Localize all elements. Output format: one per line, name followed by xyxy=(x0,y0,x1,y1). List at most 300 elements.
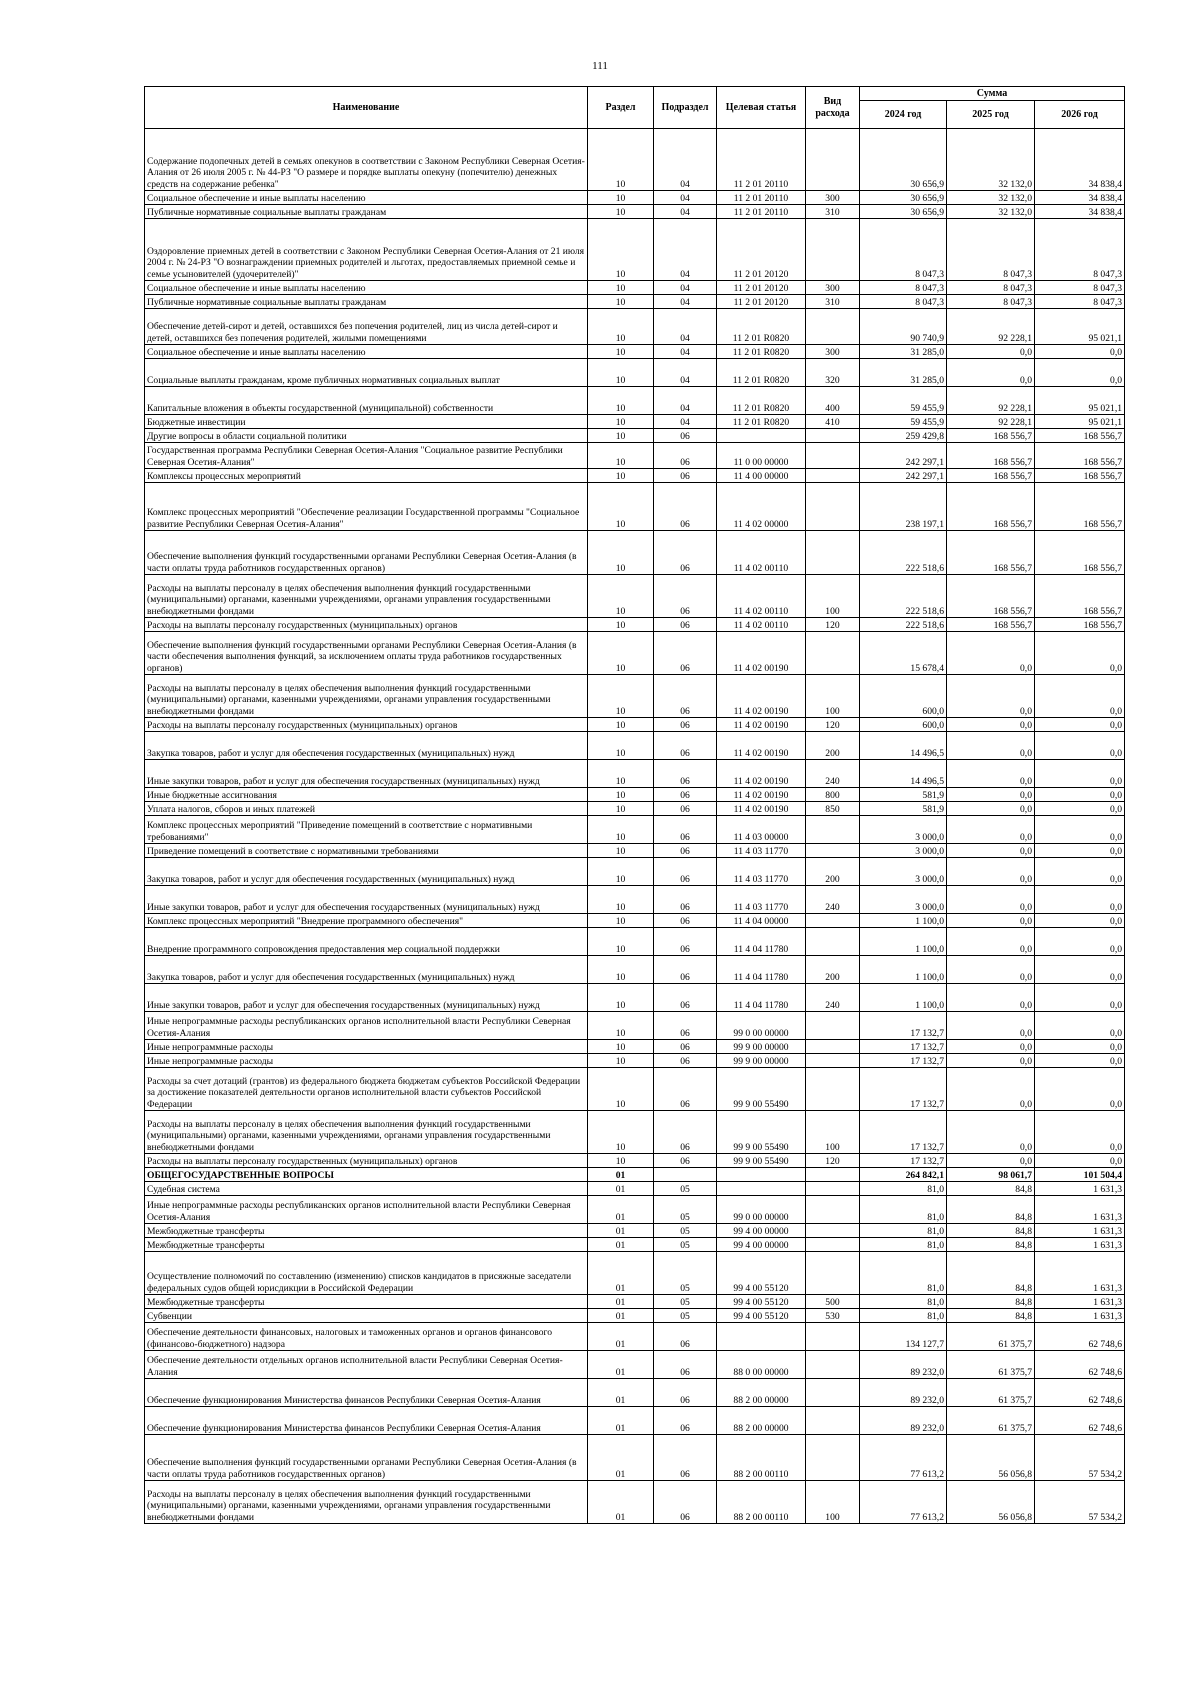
cell-podrazdel: 04 xyxy=(654,387,717,415)
cell-sum-2026: 0,0 xyxy=(1035,1111,1125,1154)
cell-sum-2026: 0,0 xyxy=(1035,345,1125,359)
cell-vid-rashoda xyxy=(806,219,860,281)
header-year-2025: 2025 год xyxy=(947,101,1035,129)
cell-vid-rashoda xyxy=(806,1252,860,1295)
cell-sum-2024: 30 656,9 xyxy=(860,191,947,205)
cell-sum-2025: 56 056,8 xyxy=(947,1481,1035,1524)
cell-sum-2026: 1 631,3 xyxy=(1035,1224,1125,1238)
cell-sum-2025: 8 047,3 xyxy=(947,281,1035,295)
cell-vid-rashoda xyxy=(806,531,860,575)
cell-name: Иные непрограммные расходы xyxy=(145,1054,588,1068)
budget-table xyxy=(144,86,1125,1524)
cell-sum-2026: 168 556,7 xyxy=(1035,429,1125,443)
cell-razdel: 10 xyxy=(588,415,654,429)
cell-sum-2026: 168 556,7 xyxy=(1035,483,1125,531)
header-celevaya-statya: Целевая статья xyxy=(717,87,806,129)
cell-razdel: 10 xyxy=(588,632,654,675)
cell-name: Осуществление полномочий по составлению (изменению) списков кандидатов в присяжные заседатели федеральных судов общей юрисдикции в Российской Федерации xyxy=(145,1252,588,1295)
cell-name: Расходы на выплаты персоналу в целях обеспечения выполнения функций государственными (муниципальными) органами, казенными учреждениями, органами управления государственными внебюджетными фондами xyxy=(145,1111,588,1154)
cell-vid-rashoda: 200 xyxy=(806,732,860,760)
cell-razdel: 10 xyxy=(588,675,654,718)
cell-sum-2024: 242 297,1 xyxy=(860,443,947,469)
cell-sum-2026: 168 556,7 xyxy=(1035,618,1125,632)
cell-name: Социальные выплаты гражданам, кроме публичных нормативных социальных выплат xyxy=(145,359,588,387)
cell-name: Обеспечение деятельности финансовых, налоговых и таможенных органов и органов финансового (финансово-бюджетного) надзора xyxy=(145,1323,588,1351)
table-row xyxy=(145,1407,1125,1435)
cell-razdel: 10 xyxy=(588,956,654,984)
cell-podrazdel: 05 xyxy=(654,1252,717,1295)
cell-sum-2025: 0,0 xyxy=(947,886,1035,914)
cell-razdel: 01 xyxy=(588,1196,654,1224)
cell-sum-2025: 168 556,7 xyxy=(947,443,1035,469)
cell-name: Иные бюджетные ассигнования xyxy=(145,788,588,802)
cell-sum-2024: 3 000,0 xyxy=(860,816,947,844)
cell-podrazdel: 04 xyxy=(654,219,717,281)
cell-celevaya-statya: 99 9 00 55490 xyxy=(717,1154,806,1168)
cell-celevaya-statya: 11 2 01 R0820 xyxy=(717,359,806,387)
cell-sum-2025: 61 375,7 xyxy=(947,1323,1035,1351)
cell-name: Судебная система xyxy=(145,1182,588,1196)
cell-podrazdel: 05 xyxy=(654,1224,717,1238)
cell-vid-rashoda xyxy=(806,632,860,675)
cell-sum-2025: 0,0 xyxy=(947,788,1035,802)
cell-sum-2024: 238 197,1 xyxy=(860,483,947,531)
cell-celevaya-statya: 11 4 02 00190 xyxy=(717,632,806,675)
cell-razdel: 10 xyxy=(588,205,654,219)
cell-sum-2025: 32 132,0 xyxy=(947,129,1035,191)
cell-podrazdel: 06 xyxy=(654,984,717,1012)
cell-celevaya-statya: 11 4 03 00000 xyxy=(717,816,806,844)
cell-razdel: 10 xyxy=(588,1054,654,1068)
cell-name: Публичные нормативные социальные выплаты гражданам xyxy=(145,205,588,219)
cell-sum-2025: 0,0 xyxy=(947,844,1035,858)
cell-razdel: 10 xyxy=(588,718,654,732)
cell-celevaya-statya: 11 2 01 20120 xyxy=(717,295,806,309)
cell-sum-2024: 600,0 xyxy=(860,718,947,732)
cell-podrazdel: 06 xyxy=(654,1068,717,1111)
cell-sum-2024: 81,0 xyxy=(860,1182,947,1196)
cell-podrazdel: 04 xyxy=(654,415,717,429)
header-year-2026: 2026 год xyxy=(1035,101,1125,129)
cell-sum-2024: 17 132,7 xyxy=(860,1054,947,1068)
table-row xyxy=(145,295,1125,309)
cell-sum-2024: 17 132,7 xyxy=(860,1012,947,1040)
cell-razdel: 10 xyxy=(588,443,654,469)
cell-sum-2024: 77 613,2 xyxy=(860,1481,947,1524)
cell-sum-2026: 1 631,3 xyxy=(1035,1295,1125,1309)
cell-razdel: 10 xyxy=(588,802,654,816)
header-year-2024: 2024 год xyxy=(860,101,947,129)
cell-podrazdel: 06 xyxy=(654,483,717,531)
cell-podrazdel: 04 xyxy=(654,345,717,359)
cell-sum-2026: 62 748,6 xyxy=(1035,1407,1125,1435)
cell-celevaya-statya: 11 2 01 20110 xyxy=(717,205,806,219)
cell-sum-2026: 8 047,3 xyxy=(1035,295,1125,309)
cell-razdel: 10 xyxy=(588,191,654,205)
cell-celevaya-statya: 11 2 01 20120 xyxy=(717,281,806,295)
cell-sum-2024: 581,9 xyxy=(860,788,947,802)
cell-sum-2025: 168 556,7 xyxy=(947,469,1035,483)
cell-sum-2024: 222 518,6 xyxy=(860,618,947,632)
cell-sum-2024: 15 678,4 xyxy=(860,632,947,675)
cell-razdel: 10 xyxy=(588,760,654,788)
cell-celevaya-statya: 11 4 02 00190 xyxy=(717,718,806,732)
cell-sum-2026: 34 838,4 xyxy=(1035,191,1125,205)
cell-razdel: 01 xyxy=(588,1168,654,1182)
cell-razdel: 01 xyxy=(588,1323,654,1351)
cell-podrazdel: 06 xyxy=(654,1379,717,1407)
cell-sum-2026: 0,0 xyxy=(1035,1054,1125,1068)
table-row xyxy=(145,844,1125,858)
cell-name: Комплекс процессных мероприятий "Обеспечение реализации Государственной программы "Социальное развитие Республики Северная Осетия-Алания" xyxy=(145,483,588,531)
cell-razdel: 10 xyxy=(588,618,654,632)
cell-sum-2024: 8 047,3 xyxy=(860,219,947,281)
cell-sum-2025: 84,8 xyxy=(947,1196,1035,1224)
cell-sum-2024: 259 429,8 xyxy=(860,429,947,443)
cell-sum-2026: 0,0 xyxy=(1035,359,1125,387)
cell-sum-2025: 168 556,7 xyxy=(947,483,1035,531)
cell-podrazdel: 06 xyxy=(654,1351,717,1379)
cell-vid-rashoda xyxy=(806,816,860,844)
cell-sum-2025: 32 132,0 xyxy=(947,191,1035,205)
table-row xyxy=(145,858,1125,886)
cell-podrazdel: 06 xyxy=(654,886,717,914)
cell-vid-rashoda: 240 xyxy=(806,886,860,914)
table-row xyxy=(145,816,1125,844)
cell-vid-rashoda xyxy=(806,1435,860,1481)
cell-sum-2025: 0,0 xyxy=(947,1154,1035,1168)
cell-sum-2024: 31 285,0 xyxy=(860,359,947,387)
cell-sum-2024: 3 000,0 xyxy=(860,858,947,886)
cell-sum-2025: 168 556,7 xyxy=(947,429,1035,443)
cell-podrazdel: 06 xyxy=(654,956,717,984)
cell-name: Расходы на выплаты персоналу государственных (муниципальных) органов xyxy=(145,618,588,632)
cell-name: Закупка товаров, работ и услуг для обеспечения государственных (муниципальных) нужд xyxy=(145,956,588,984)
cell-podrazdel: 06 xyxy=(654,844,717,858)
cell-razdel: 01 xyxy=(588,1379,654,1407)
cell-vid-rashoda: 200 xyxy=(806,956,860,984)
cell-celevaya-statya: 11 2 01 R0820 xyxy=(717,387,806,415)
cell-podrazdel: 06 xyxy=(654,618,717,632)
table-row xyxy=(145,429,1125,443)
cell-sum-2024: 1 100,0 xyxy=(860,956,947,984)
cell-sum-2025: 0,0 xyxy=(947,984,1035,1012)
cell-podrazdel: 04 xyxy=(654,359,717,387)
cell-vid-rashoda xyxy=(806,429,860,443)
cell-podrazdel: 06 xyxy=(654,443,717,469)
cell-celevaya-statya: 99 0 00 00000 xyxy=(717,1196,806,1224)
cell-vid-rashoda: 200 xyxy=(806,858,860,886)
cell-name: Комплекс процессных мероприятий "Приведение помещений в соответствие с нормативными требованиями" xyxy=(145,816,588,844)
cell-name: Межбюджетные трансферты xyxy=(145,1295,588,1309)
cell-sum-2026: 0,0 xyxy=(1035,956,1125,984)
cell-sum-2026: 1 631,3 xyxy=(1035,1182,1125,1196)
cell-sum-2024: 242 297,1 xyxy=(860,469,947,483)
cell-sum-2025: 56 056,8 xyxy=(947,1435,1035,1481)
cell-celevaya-statya: 11 2 01 R0820 xyxy=(717,415,806,429)
cell-celevaya-statya: 99 4 00 00000 xyxy=(717,1238,806,1252)
cell-podrazdel: 06 xyxy=(654,632,717,675)
cell-name: Обеспечение выполнения функций государственными органами Республики Северная Осетия-Алания (в части оплаты труда работников государственных органов) xyxy=(145,1435,588,1481)
cell-podrazdel: 06 xyxy=(654,1040,717,1054)
cell-celevaya-statya: 11 4 02 00110 xyxy=(717,618,806,632)
cell-sum-2026: 0,0 xyxy=(1035,816,1125,844)
table-row xyxy=(145,732,1125,760)
cell-vid-rashoda xyxy=(806,1012,860,1040)
cell-podrazdel xyxy=(654,1168,717,1182)
cell-podrazdel: 05 xyxy=(654,1182,717,1196)
table-row xyxy=(145,415,1125,429)
cell-celevaya-statya: 11 4 02 00190 xyxy=(717,788,806,802)
cell-podrazdel: 06 xyxy=(654,1481,717,1524)
cell-sum-2026: 101 504,4 xyxy=(1035,1168,1125,1182)
cell-sum-2026: 1 631,3 xyxy=(1035,1252,1125,1295)
table-row xyxy=(145,886,1125,914)
cell-razdel: 10 xyxy=(588,858,654,886)
cell-name: Комплекс процессных мероприятий "Внедрение программного обеспечения" xyxy=(145,914,588,928)
table-row xyxy=(145,1040,1125,1054)
cell-sum-2025: 92 228,1 xyxy=(947,415,1035,429)
table-row xyxy=(145,1224,1125,1238)
cell-podrazdel: 06 xyxy=(654,1154,717,1168)
table-row xyxy=(145,760,1125,788)
cell-razdel: 10 xyxy=(588,1154,654,1168)
table-row xyxy=(145,1168,1125,1182)
cell-sum-2024: 600,0 xyxy=(860,675,947,718)
cell-vid-rashoda: 120 xyxy=(806,1154,860,1168)
table-row xyxy=(145,956,1125,984)
cell-razdel: 10 xyxy=(588,1111,654,1154)
table-row xyxy=(145,632,1125,675)
cell-vid-rashoda: 120 xyxy=(806,618,860,632)
cell-sum-2024: 77 613,2 xyxy=(860,1435,947,1481)
cell-sum-2025: 84,8 xyxy=(947,1309,1035,1323)
table-row xyxy=(145,359,1125,387)
cell-sum-2026: 1 631,3 xyxy=(1035,1238,1125,1252)
cell-razdel: 10 xyxy=(588,387,654,415)
cell-name: Субвенции xyxy=(145,1309,588,1323)
cell-razdel: 10 xyxy=(588,788,654,802)
cell-sum-2025: 84,8 xyxy=(947,1182,1035,1196)
cell-vid-rashoda xyxy=(806,129,860,191)
cell-sum-2025: 0,0 xyxy=(947,816,1035,844)
cell-name: Иные непрограммные расходы xyxy=(145,1040,588,1054)
cell-sum-2025: 84,8 xyxy=(947,1295,1035,1309)
cell-sum-2025: 0,0 xyxy=(947,956,1035,984)
cell-razdel: 10 xyxy=(588,1012,654,1040)
cell-razdel: 10 xyxy=(588,1068,654,1111)
cell-sum-2024: 89 232,0 xyxy=(860,1379,947,1407)
header-podrazdel: Подраздел xyxy=(654,87,717,129)
cell-celevaya-statya: 11 4 03 11770 xyxy=(717,858,806,886)
cell-name: Бюджетные инвестиции xyxy=(145,415,588,429)
cell-name: Расходы за счет дотаций (грантов) из федерального бюджета бюджетам субъектов Российской Федерации за достижение показателей деятельности органов исполнительной власти субъектов Российской Федерации xyxy=(145,1068,588,1111)
cell-sum-2026: 8 047,3 xyxy=(1035,219,1125,281)
cell-sum-2025: 0,0 xyxy=(947,928,1035,956)
cell-celevaya-statya: 11 4 02 00190 xyxy=(717,760,806,788)
table-row xyxy=(145,575,1125,618)
header-name: Наименование xyxy=(145,87,588,129)
cell-name: Межбюджетные трансферты xyxy=(145,1238,588,1252)
cell-sum-2024: 17 132,7 xyxy=(860,1068,947,1111)
cell-sum-2026: 0,0 xyxy=(1035,632,1125,675)
cell-sum-2025: 0,0 xyxy=(947,914,1035,928)
cell-sum-2026: 168 556,7 xyxy=(1035,443,1125,469)
cell-sum-2026: 57 534,2 xyxy=(1035,1481,1125,1524)
cell-razdel: 01 xyxy=(588,1224,654,1238)
cell-sum-2024: 1 100,0 xyxy=(860,984,947,1012)
table-row xyxy=(145,1351,1125,1379)
cell-razdel: 10 xyxy=(588,1040,654,1054)
cell-razdel: 10 xyxy=(588,483,654,531)
cell-podrazdel: 06 xyxy=(654,732,717,760)
header-summa: Сумма xyxy=(860,87,1125,101)
cell-sum-2026: 0,0 xyxy=(1035,844,1125,858)
cell-sum-2026: 168 556,7 xyxy=(1035,469,1125,483)
cell-razdel: 01 xyxy=(588,1435,654,1481)
table-header xyxy=(145,87,1125,129)
cell-vid-rashoda xyxy=(806,1068,860,1111)
cell-vid-rashoda xyxy=(806,1168,860,1182)
cell-sum-2025: 0,0 xyxy=(947,1012,1035,1040)
cell-name: Обеспечение детей-сирот и детей, оставшихся без попечения родителей, лиц из числа детей-сирот и детей, оставшихся без попечения родителей, жилыми помещениями xyxy=(145,309,588,345)
cell-sum-2024: 222 518,6 xyxy=(860,575,947,618)
cell-name: Расходы на выплаты персоналу государственных (муниципальных) органов xyxy=(145,1154,588,1168)
cell-sum-2026: 62 748,6 xyxy=(1035,1323,1125,1351)
cell-celevaya-statya: 11 4 02 00190 xyxy=(717,802,806,816)
cell-podrazdel: 05 xyxy=(654,1196,717,1224)
cell-name: Уплата налогов, сборов и иных платежей xyxy=(145,802,588,816)
cell-sum-2024: 81,0 xyxy=(860,1252,947,1295)
cell-podrazdel: 06 xyxy=(654,858,717,886)
cell-celevaya-statya: 11 4 00 00000 xyxy=(717,469,806,483)
table-row xyxy=(145,531,1125,575)
cell-celevaya-statya: 99 4 00 55120 xyxy=(717,1252,806,1295)
cell-celevaya-statya: 11 2 01 R0820 xyxy=(717,345,806,359)
cell-podrazdel: 06 xyxy=(654,575,717,618)
cell-name: Социальное обеспечение и иные выплаты населению xyxy=(145,281,588,295)
table-row xyxy=(145,443,1125,469)
cell-sum-2024: 30 656,9 xyxy=(860,129,947,191)
cell-sum-2026: 0,0 xyxy=(1035,732,1125,760)
cell-sum-2024: 3 000,0 xyxy=(860,844,947,858)
page-number: 111 xyxy=(592,60,608,72)
table-row xyxy=(145,1238,1125,1252)
cell-vid-rashoda: 240 xyxy=(806,760,860,788)
cell-celevaya-statya: 88 0 00 00000 xyxy=(717,1351,806,1379)
cell-vid-rashoda: 850 xyxy=(806,802,860,816)
cell-sum-2024: 81,0 xyxy=(860,1238,947,1252)
cell-sum-2025: 61 375,7 xyxy=(947,1407,1035,1435)
table-row xyxy=(145,1182,1125,1196)
cell-sum-2026: 8 047,3 xyxy=(1035,281,1125,295)
cell-name: Обеспечение деятельности отдельных органов исполнительной власти Республики Северная Осетия-Алания xyxy=(145,1351,588,1379)
cell-name: Расходы на выплаты персоналу в целях обеспечения выполнения функций государственными (муниципальными) органами, казенными учреждениями, органами управления государственными внебюджетными фондами xyxy=(145,675,588,718)
table-row xyxy=(145,1435,1125,1481)
cell-podrazdel: 06 xyxy=(654,675,717,718)
cell-razdel: 10 xyxy=(588,886,654,914)
table-row xyxy=(145,1111,1125,1154)
cell-sum-2026: 0,0 xyxy=(1035,1068,1125,1111)
cell-sum-2024: 3 000,0 xyxy=(860,886,947,914)
cell-sum-2025: 168 556,7 xyxy=(947,575,1035,618)
table-row xyxy=(145,788,1125,802)
table-row xyxy=(145,1309,1125,1323)
cell-podrazdel: 06 xyxy=(654,914,717,928)
cell-razdel: 10 xyxy=(588,345,654,359)
cell-vid-rashoda: 400 xyxy=(806,387,860,415)
cell-celevaya-statya: 99 9 00 00000 xyxy=(717,1054,806,1068)
cell-sum-2025: 84,8 xyxy=(947,1224,1035,1238)
cell-name: Комплексы процессных мероприятий xyxy=(145,469,588,483)
cell-name: Закупка товаров, работ и услуг для обеспечения государственных (муниципальных) нужд xyxy=(145,858,588,886)
cell-sum-2024: 81,0 xyxy=(860,1196,947,1224)
cell-podrazdel: 04 xyxy=(654,309,717,345)
cell-sum-2025: 0,0 xyxy=(947,760,1035,788)
cell-celevaya-statya xyxy=(717,1168,806,1182)
cell-sum-2025: 84,8 xyxy=(947,1238,1035,1252)
cell-vid-rashoda xyxy=(806,443,860,469)
cell-podrazdel: 06 xyxy=(654,531,717,575)
cell-podrazdel: 06 xyxy=(654,1054,717,1068)
cell-sum-2025: 0,0 xyxy=(947,359,1035,387)
cell-vid-rashoda: 100 xyxy=(806,575,860,618)
cell-sum-2024: 222 518,6 xyxy=(860,531,947,575)
cell-celevaya-statya xyxy=(717,1182,806,1196)
cell-razdel: 01 xyxy=(588,1351,654,1379)
table-row xyxy=(145,191,1125,205)
cell-name: Социальное обеспечение и иные выплаты населению xyxy=(145,345,588,359)
table-row xyxy=(145,345,1125,359)
cell-podrazdel: 06 xyxy=(654,928,717,956)
cell-sum-2026: 168 556,7 xyxy=(1035,531,1125,575)
cell-vid-rashoda xyxy=(806,1196,860,1224)
cell-podrazdel: 05 xyxy=(654,1309,717,1323)
cell-name: Расходы на выплаты персоналу государственных (муниципальных) органов xyxy=(145,718,588,732)
cell-sum-2025: 0,0 xyxy=(947,1111,1035,1154)
cell-name: Иные непрограммные расходы республиканских органов исполнительной власти Республики Северная Осетия-Алания xyxy=(145,1012,588,1040)
cell-vid-rashoda: 300 xyxy=(806,281,860,295)
cell-name: Закупка товаров, работ и услуг для обеспечения государственных (муниципальных) нужд xyxy=(145,732,588,760)
cell-sum-2026: 0,0 xyxy=(1035,760,1125,788)
cell-razdel: 01 xyxy=(588,1252,654,1295)
cell-sum-2024: 59 455,9 xyxy=(860,387,947,415)
cell-name: Расходы на выплаты персоналу в целях обеспечения выполнения функций государственными (муниципальными) органами, казенными учреждениями, органами управления государственными внебюджетными фондами xyxy=(145,575,588,618)
cell-razdel: 10 xyxy=(588,359,654,387)
cell-celevaya-statya: 99 4 00 55120 xyxy=(717,1295,806,1309)
cell-podrazdel: 06 xyxy=(654,1407,717,1435)
cell-podrazdel: 06 xyxy=(654,1435,717,1481)
cell-podrazdel: 04 xyxy=(654,129,717,191)
cell-razdel: 10 xyxy=(588,732,654,760)
cell-vid-rashoda: 240 xyxy=(806,984,860,1012)
cell-sum-2024: 81,0 xyxy=(860,1295,947,1309)
cell-sum-2025: 0,0 xyxy=(947,718,1035,732)
table-row xyxy=(145,219,1125,281)
cell-celevaya-statya: 11 2 01 20120 xyxy=(717,219,806,281)
cell-celevaya-statya: 99 4 00 00000 xyxy=(717,1224,806,1238)
cell-celevaya-statya: 99 9 00 00000 xyxy=(717,1040,806,1054)
cell-sum-2026: 0,0 xyxy=(1035,1040,1125,1054)
cell-sum-2026: 0,0 xyxy=(1035,886,1125,914)
cell-sum-2025: 0,0 xyxy=(947,1068,1035,1111)
cell-podrazdel: 04 xyxy=(654,281,717,295)
cell-sum-2025: 32 132,0 xyxy=(947,205,1035,219)
cell-celevaya-statya: 88 2 00 00110 xyxy=(717,1481,806,1524)
cell-sum-2025: 0,0 xyxy=(947,732,1035,760)
cell-podrazdel: 06 xyxy=(654,802,717,816)
cell-name: Иные закупки товаров, работ и услуг для обеспечения государственных (муниципальных) нужд xyxy=(145,760,588,788)
